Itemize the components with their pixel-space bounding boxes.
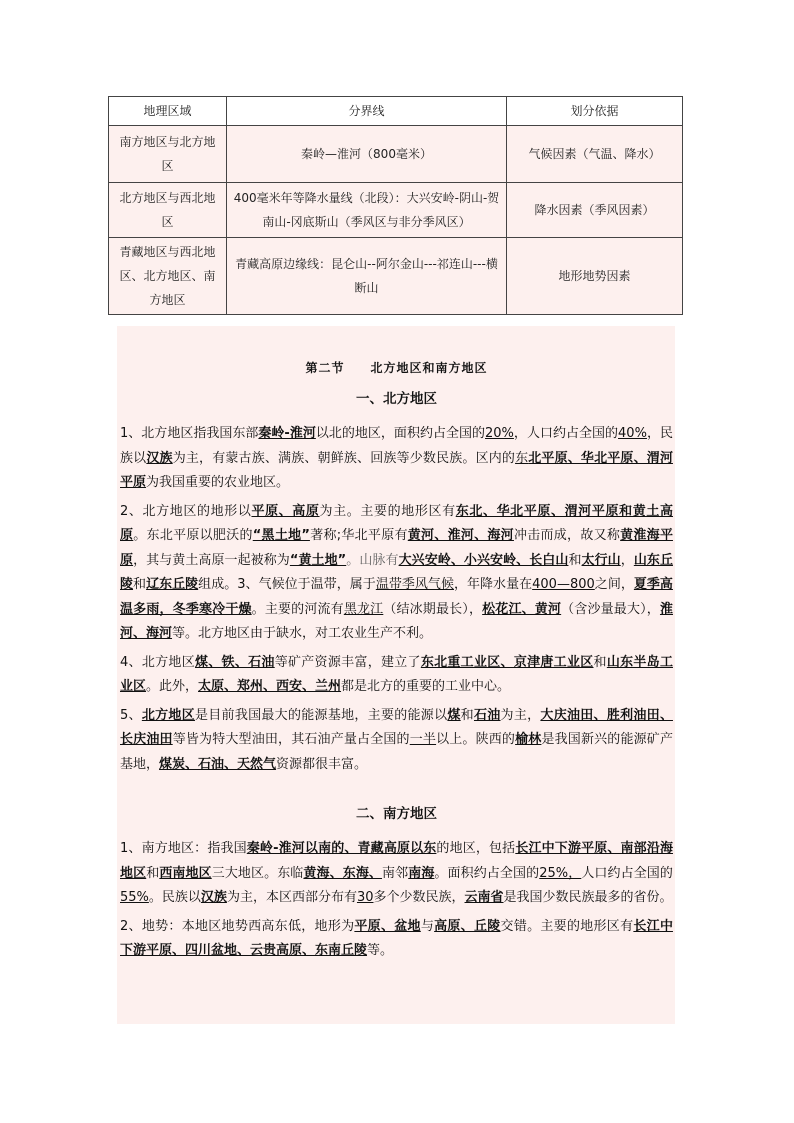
section-name: 北方地区和南方地区 (370, 361, 488, 375)
cell-basis: 降水因素（季风因素） (507, 183, 683, 238)
north-paragraph-5: 5、北方地区是目前我国最大的能源基地，主要的能源以煤和石油为主，大庆油田、胜利油田、长庆油田等皆为特大型油田，其石油产量占全国的一半以上。陕西的榆林是我国新兴的能源矿产基地，煤炭、石油、天然气资源都很丰富。 (120, 707, 673, 772)
cell-boundary: 400毫米年等降水量线（北段）：大兴安岭-阴山-贺南山-冈底斯山（季风区与非分季风区） (227, 183, 507, 238)
section-number: 第二节 (305, 361, 345, 375)
south-title: 二、南方地区 (356, 806, 437, 822)
table-header-row (109, 97, 683, 126)
header-region: 地理区域 (109, 97, 227, 126)
cell-region: 青藏地区与西北地区、北方地区、南方地区 (109, 238, 227, 315)
table-row (109, 238, 683, 315)
north-paragraph-2: 2、北方地区的地形以平原、高原为主。主要的地形区有东北、华北平原、渭河平原和黄土高原。东北平原以肥沃的“黑土地”著称;华北平原有黄河、淮河、海河冲击而成，故又称黄淮海平原，其与黄土高原一起被称为“黄土地”。山脉有大兴安岭、小兴安岭、长白山和太行山，山东丘陵和辽东丘陵组成。3、气候位于温带，属于温带季风气候，年降水量在400—800之间，夏季高温多雨，冬季寒冷干燥。主要的河流有黑龙江（结冰期最长），松花江、黄河（含沙量最大），淮河、海河等。北方地区由于缺水，对工农业生产不利。 (120, 503, 673, 641)
table-row (109, 183, 683, 238)
south-paragraph-2: 2、地势：本地区地势西高东低，地形为平原、盆地与高原、丘陵交错。主要的地形区有长江中下游平原、四川盆地、云贵高原、东南丘陵等。 (120, 918, 673, 958)
region-boundary-table (108, 96, 683, 315)
header-boundary: 分界线 (227, 97, 507, 126)
cell-basis: 地形地势因素 (507, 238, 683, 315)
cell-basis: 气候因素（气温、降水） (507, 126, 683, 183)
cell-region: 北方地区与西北地区 (109, 183, 227, 238)
lesson-content (117, 326, 675, 1024)
north-paragraph-1: 1、北方地区指我国东部秦岭-淮河以北的地区，面积约占全国的20%，人口约占全国的40%，民族以汉族为主，有蒙古族、满族、朝鲜族、回族等少数民族。区内的东北平原、华北平原、渭河平原为我国重要的农业地区。 (120, 426, 673, 490)
north-title: 一、北方地区 (356, 391, 437, 407)
section-title (120, 358, 673, 378)
south-paragraph-1: 1、南方地区：指我国秦岭-淮河以南的、青藏高原以东的地区，包括长江中下游平原、南部沿海地区和西南地区三大地区。东临黄海、东海、南邻南海。面积约占全国的25%，人口约占全国的55%。民族以汉族为主，本区西部分布有30多个少数民族，云南省是我国少数民族最多的省份。 (120, 841, 673, 905)
cell-boundary: 青藏高原边缘线：昆仑山--阿尔金山---祁连山---横断山 (227, 238, 507, 315)
cell-boundary: 秦岭—淮河（800毫米） (227, 126, 507, 183)
table-row (109, 126, 683, 183)
cell-region: 南方地区与北方地区 (109, 126, 227, 183)
north-paragraph-4: 4、北方地区煤、铁、石油等矿产资源丰富，建立了东北重工业区、京津唐工业区和山东半岛工业区。此外，太原、郑州、西安、兰州都是北方的重要的工业中心。 (120, 654, 673, 694)
header-basis: 划分依据 (507, 97, 683, 126)
